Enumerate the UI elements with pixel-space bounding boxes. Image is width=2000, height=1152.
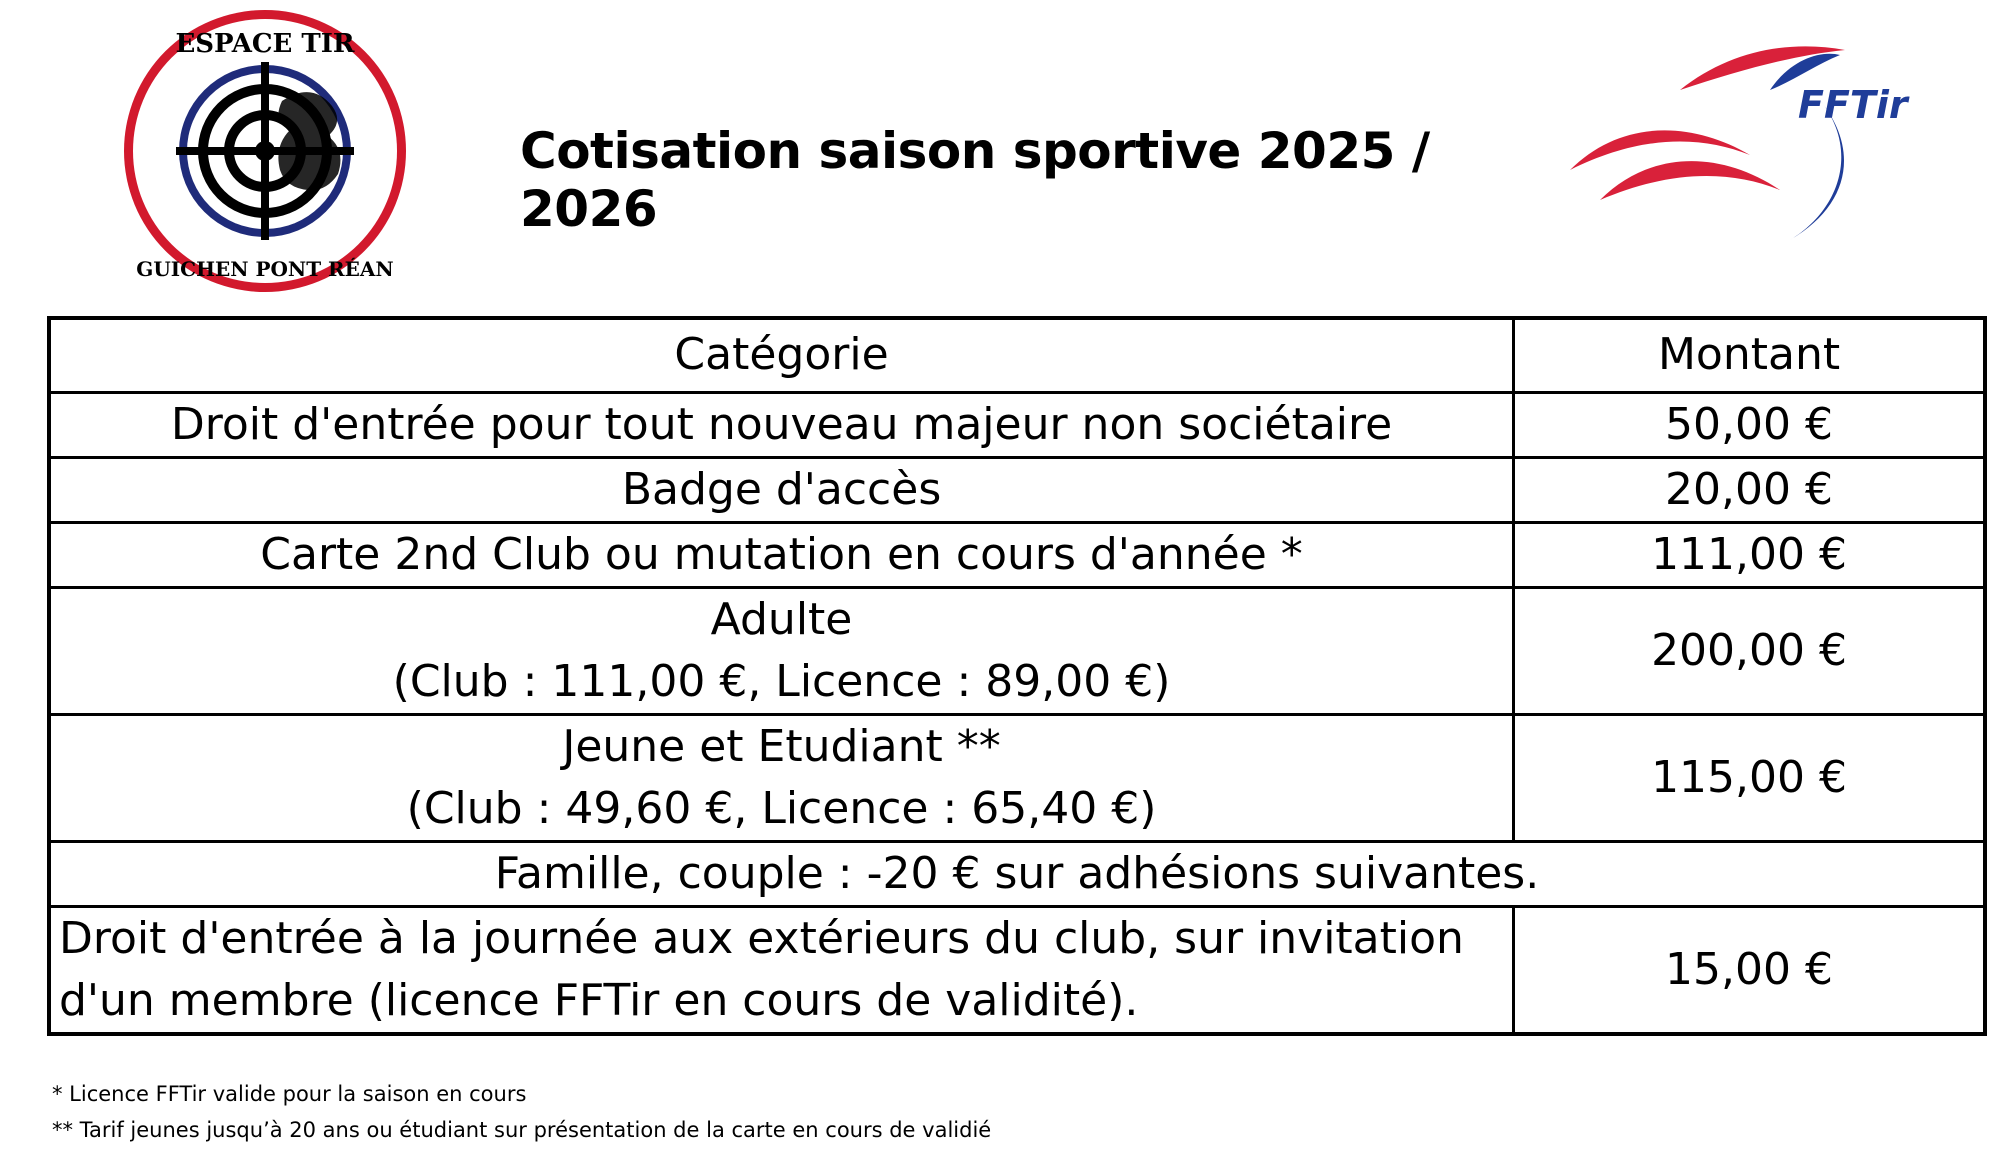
table-row: [49, 522, 1985, 587]
fftir-logo: [1560, 30, 1940, 260]
row-amount: 50,00 €: [1514, 392, 1985, 457]
row-amount: 115,00 €: [1514, 714, 1985, 841]
table-row: [49, 392, 1985, 457]
table-row: [49, 906, 1985, 1034]
row-category-cell: [49, 587, 1514, 714]
header-category: Catégorie: [49, 318, 1514, 392]
row-category: Badge d'accès: [49, 457, 1514, 522]
row-category: Jeune et Etudiant **: [562, 720, 1001, 772]
table-row: [49, 587, 1985, 714]
row-category: Droit d'entrée pour tout nouveau majeur non sociétaire: [49, 392, 1514, 457]
row-detail: (Club : 49,60 €, Licence : 65,40 €): [406, 782, 1157, 834]
table-row: [49, 457, 1985, 522]
club-logo-top-text: ESPACE TIR: [175, 29, 355, 59]
footnote: ** Tarif jeunes jusqu’à 20 ans ou étudiant sur présentation de la carte en cours de validié: [52, 1118, 992, 1142]
footnotes: [52, 1076, 991, 1148]
row-amount: 15,00 €: [1514, 906, 1985, 1034]
row-amount: 111,00 €: [1514, 522, 1985, 587]
row-category: Adulte: [710, 593, 853, 645]
row-detail: (Club : 111,00 €, Licence : 89,00 €): [392, 655, 1171, 707]
table-row: [49, 841, 1985, 906]
club-logo-bottom-text: GUICHEN PONT RÉAN: [136, 257, 394, 281]
row-amount: 20,00 €: [1514, 457, 1985, 522]
club-logo: [112, 6, 418, 296]
row-amount: 200,00 €: [1514, 587, 1985, 714]
page-title: Cotisation saison sportive 2025 / 2026: [520, 122, 1430, 238]
footnote: * Licence FFTir valide pour la saison en cours: [52, 1082, 527, 1106]
header-amount: Montant: [1514, 318, 1985, 392]
row-category: Carte 2nd Club ou mutation en cours d'année *: [49, 522, 1514, 587]
tarifs-table: [47, 316, 1987, 1036]
table-header-row: [49, 318, 1985, 392]
row-category-cell: [49, 714, 1514, 841]
row-category: Droit d'entrée à la journée aux extérieurs du club, sur invitation d'un membre (licence FFTir en cours de validité).: [49, 906, 1514, 1034]
fftir-logo-text: FFTir: [1798, 83, 1908, 127]
table-row: [49, 714, 1985, 841]
row-category: Famille, couple : -20 € sur adhésions suivantes.: [49, 841, 1985, 906]
